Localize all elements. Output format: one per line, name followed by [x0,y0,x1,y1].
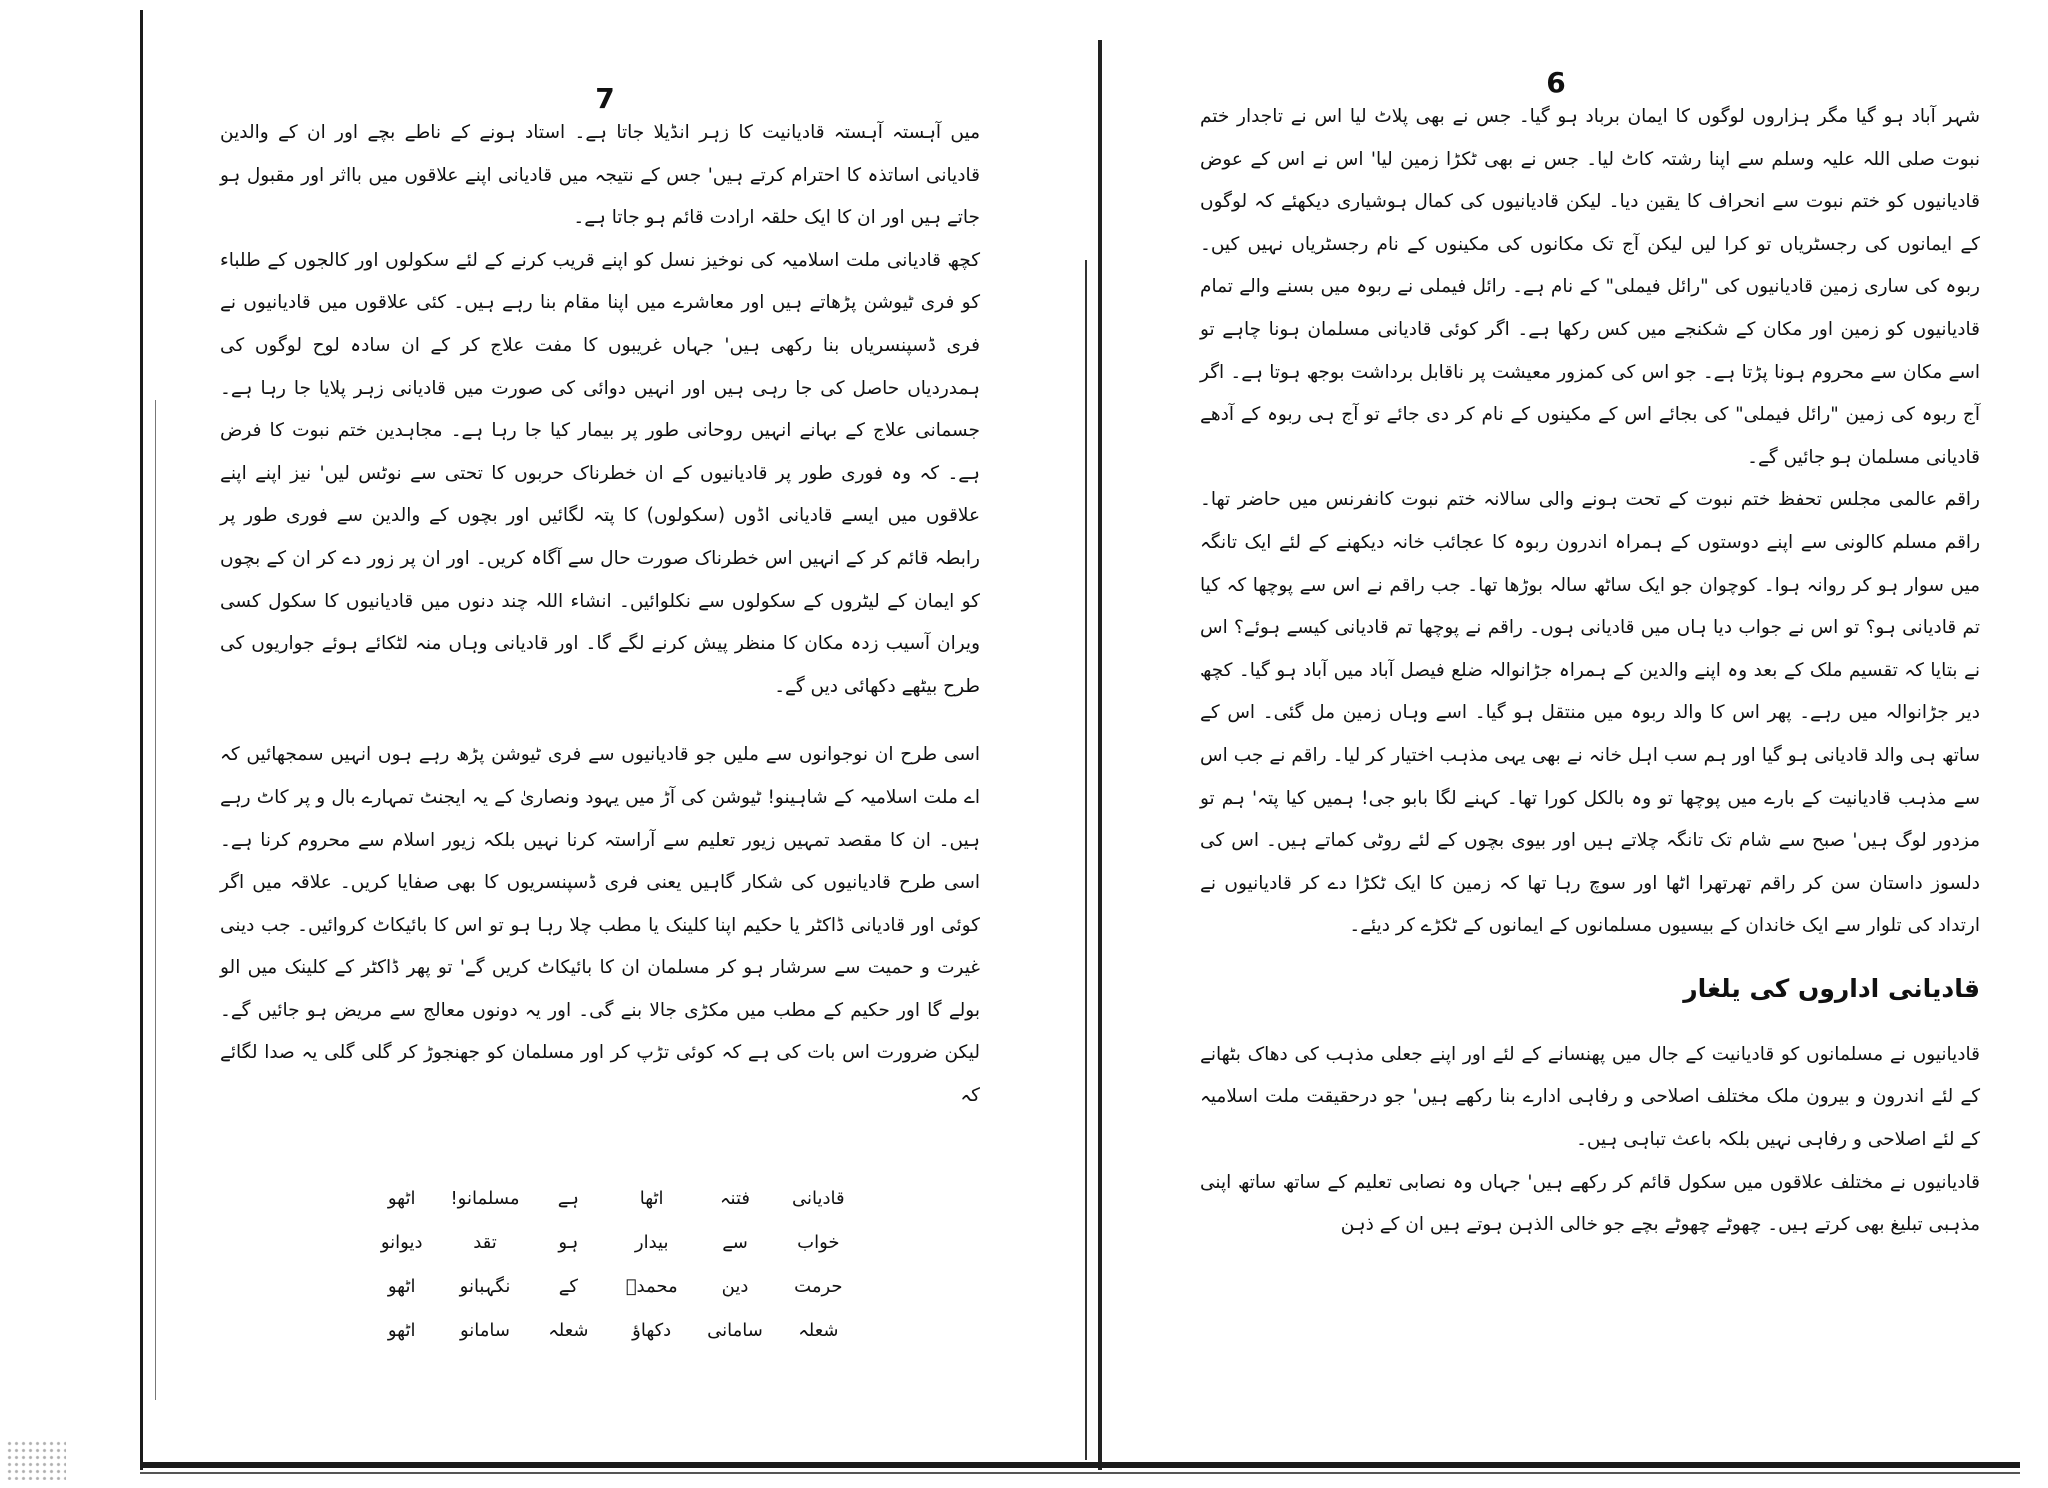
poem-word: اٹھو [387,1188,416,1209]
paragraph: کچھ قادیانی ملت اسلامیہ کی نوخیز نسل کو اپنے قریب کرنے کے لئے سکولوں اور کالجوں کے طلباء کو فری ٹیوشن پڑھاتے ہیں اور معاشرے میں اپنا مقام بنا رہے ہیں۔ کئی علاقوں میں قادیانیوں نے فری ڈسپنسریاں بنا رکھی ہیں' جہاں غریبوں کا مفت علاج کر کے ان سادہ لوح لوگوں کی ہمدردیاں حاصل کی جا رہی ہیں اور انہیں دوائی کی صورت میں قادیانی زہر پلایا جا رہا ہے۔ جسمانی علاج کے بہانے انہیں روحانی طور پر بیمار کیا جا رہا ہے۔ مجاہدین ختم نبوت کا فرض ہے۔ کہ وہ فوری طور پر قادیانیوں کے ان خطرناک حربوں کا تحتی سے نوٹس لیں' نیز اپنے اپنے علاقوں میں ایسے قادیانی اڈوں (سکولوں) کا پتہ لگائیں اور بچوں کے والدین سے فوری طور پر رابطہ قائم کر کے انہیں اس خطرناک صورت حال سے آگاہ کریں۔ اور ان پر زور دے کر ان کے بچوں کو ایمان کے لیٹروں کے سکولوں سے نکلوائیں۔ انشاء اللہ چند دنوں میں قادیانیوں کا سکول کسی ویران آسیب زدہ مکان کا منظر پیش کرنے لگے گا۔ اور قادیانی وہاں منہ لٹکائے ہوئے جواریوں کی طرح بیٹھے دکھائی دیں گے۔ [220,249,980,697]
poem-word: قادیانی [792,1188,845,1209]
poem-word: فتنہ [720,1188,751,1209]
paragraph: شہر آباد ہو گیا مگر ہزاروں لوگوں کا ایمان برباد ہو گیا۔ جس نے بھی پلاٹ لیا اس نے تاجدار ختم نبوت صلی اللہ علیہ وسلم سے اپنا رشتہ کاٹ لیا۔ جس نے بھی ٹکڑا زمین لیا' اس نے اس کے عوض قادیانیوں کو ختم نبوت سے انحراف کا یقین دیا۔ لیکن قادیانیوں کی کمال ہوشیاری دیکھئے کہ لوگوں کے ایمانوں کی رجسٹریاں تو کرا لیں لیکن آج تک مکانوں کی مکینوں کے نام رجسٹریاں نہیں کیں۔ ربوہ کی ساری زمین قادیانیوں کی "رائل فیملی" کے نام ہے۔ رائل فیملی نے ربوہ میں بسنے والے تمام قادیانیوں کو زمین اور مکان کے شکنجے میں کس رکھا ہے۔ اگر کوئی قادیانی مسلمان ہونا چاہے تو اسے مکان سے محروم ہونا پڑتا ہے۔ جو اس کی کمزور معیشت پر ناقابل برداشت بوجھ ہوتا ہے۔ اگر آج ربوہ کی زمین "رائل فیملی" کی بجائے اس کے مکینوں کے نام کر دی جائے تو آج ہی ربوہ کے آدھے قادیانی مسلمان ہو جائیں گے۔ [1200,106,1980,468]
poem-word: اٹھو [387,1276,416,1297]
poem-word: دکھاؤ [632,1320,672,1341]
paragraph: میں آہستہ آہستہ قادیانیت کا زہر انڈیلا جاتا ہے۔ استاد ہونے کے ناطے بچے اور ان کے والدین قادیانی اساتذہ کا احترام کرتے ہیں' جس کے نتیجہ میں قادیانی اپنے علاقوں میں بااثر اور مقبول ہو جاتے ہیں اور ان کا ایک حلقہ ارادت قائم ہو جاتا ہے۔ [220,122,980,229]
poem-word: دین [721,1276,749,1297]
page-number: 6 [1546,66,1566,99]
poem-word: تقد [473,1232,497,1253]
poem-word: مسلمانو! [450,1188,520,1209]
paragraph: قادیانیوں نے مختلف علاقوں میں سکول قائم کر رکھے ہیں' جہاں وہ نصابی تعلیم کے ساتھ ساتھ اپنی مذہبی تبلیغ بھی کرتے ہیں۔ چھوٹے چھوٹے بچے جو خالی الذہن ہوتے ہیں ان کے ذہن [1200,1171,1980,1236]
poem-word: شعلہ [548,1320,589,1341]
poem-word: سامانی [707,1320,763,1341]
poem-word: محمدؐ [625,1276,678,1297]
poem-word: سے [722,1232,748,1253]
poem-word: اٹھو [387,1320,416,1341]
paragraph: اسی طرح ان نوجوانوں سے ملیں جو قادیانیوں سے فری ٹیوشن پڑھ رہے ہوں انہیں سمجھائیں کہ اے ملت اسلامیہ کے شاہینو! ٹیوشن کی آڑ میں یہود ونصاریٰ کے یہ ایجنٹ تمہارے بال و پر کاٹ رہے ہیں۔ ان کا مقصد تمہیں زیور تعلیم سے آراستہ کرنا نہیں بلکہ زیور اسلام سے محروم کرنا ہے۔ اسی طرح قادیانیوں کی شکار گاہیں یعنی فری ڈسپنسریوں کا بھی صفایا کریں۔ علاقہ میں اگر کوئی اور قادیانی ڈاکٹر یا حکیم اپنا کلینک یا مطب چلا رہا ہو تو اس کا بائیکاٹ کروائیں۔ جب دینی غیرت و حمیت سے سرشار ہو کر مسلمان ان کا بائیکاٹ کریں گے' تو پھر ڈاکٹر کے کلینک میں الو بولے گا اور حکیم کے مطب میں مکڑی جالا بنے گی۔ اور یہ دونوں معالج سے مریض ہو جائیں گے۔ لیکن ضرورت اس بات کی ہے کہ کوئی تڑپ کر اور مسلمان کو جھنجوڑ کر گلی گلی یہ صدا لگائے کہ [220,744,980,1107]
page-number: 7 [595,82,615,115]
poem-word: بیدار [634,1232,669,1253]
poem-word: سامانو [460,1320,511,1341]
right-page-body [1200,96,1980,1247]
left-page-body [220,112,980,1118]
poem-word: خواب [797,1232,840,1253]
paragraph: قادیانیوں نے مسلمانوں کو قادیانیت کے جال میں پھنسانے کے لئے اور اپنے جعلی مذہب کی دھاک بٹھانے کے لئے اندرون و بیرون ملک مختلف اصلاحی و رفاہی ادارے بنا رکھے ہیں' جو درحقیقت ملت اسلامیہ کے لئے اصلاحی و رفاہی نہیں بلکہ باعث تباہی ہیں۔ [1200,1043,1980,1151]
right-page [1100,0,2048,1488]
poem-word: اٹھا [639,1188,664,1209]
poem-word: ہو [558,1232,579,1253]
poem-word: نگہبانو [459,1276,511,1297]
poem-verse [360,1184,860,1346]
poem-word: حرمت [794,1276,843,1297]
poem-word: کے [558,1276,578,1297]
paragraph: راقم عالمی مجلس تحفظ ختم نبوت کے تحت ہونے والی سالانہ ختم نبوت کانفرنس میں حاضر تھا۔ راقم مسلم کالونی سے اپنے دوستوں کے ہمراہ اندرون ربوہ کا عجائب خانہ دیکھنے کے لئے ایک تانگہ میں سوار ہو کر روانہ ہوا۔ کوچوان جو ایک ساٹھ سالہ بوڑھا تھا۔ جب راقم نے اس سے پوچھا کہ کیا تم قادیانی ہو؟ تو اس نے جواب دیا ہاں میں قادیانی ہوں۔ راقم نے پوچھا تم قادیانی کیسے ہوئے؟ اس نے بتایا کہ تقسیم ملک کے بعد وہ اپنے والدین کے ہمراہ جڑانوالہ ضلع فیصل آباد میں آباد ہو گیا۔ کچھ دیر جڑانوالہ میں رہے۔ پھر اس کا والد ربوہ میں منتقل ہو گیا۔ اسے وہاں زمین مل گئی۔ اس کے ساتھ ہی والد قادیانی ہو گیا اور ہم سب اہل خانہ نے بھی یہی مذہب اختیار کر لیا۔ راقم نے جب اس سے مذہب قادیانیت کے بارے میں پوچھا تو وہ بالکل کورا تھا۔ کہنے لگا بابو جی! ہمیں کیا پتہ' ہم تو مزدور لوگ ہیں' صبح سے شام تک تانگہ چلاتے ہیں اور بیوی بچوں کے لئے روٹی کماتے ہیں۔ اس کی دلسوز داستان سن کر راقم تھرتھرا اٹھا اور سوچ رہا تھا کہ زمین کا ایک ٹکڑا دے کر قادیانیوں نے ارتداد کی تلوار سے ایک خاندان کے بیسیوں مسلمانوں کے ایمانوں کے ٹکڑے کر دیئے۔ [1200,489,1980,937]
section-heading: قادیانی اداروں کی یلغار [1683,973,1980,1003]
poem-word: شعلہ [798,1320,839,1341]
poem-word: دیوانو [380,1232,423,1253]
poem-word: ہے [557,1188,579,1209]
